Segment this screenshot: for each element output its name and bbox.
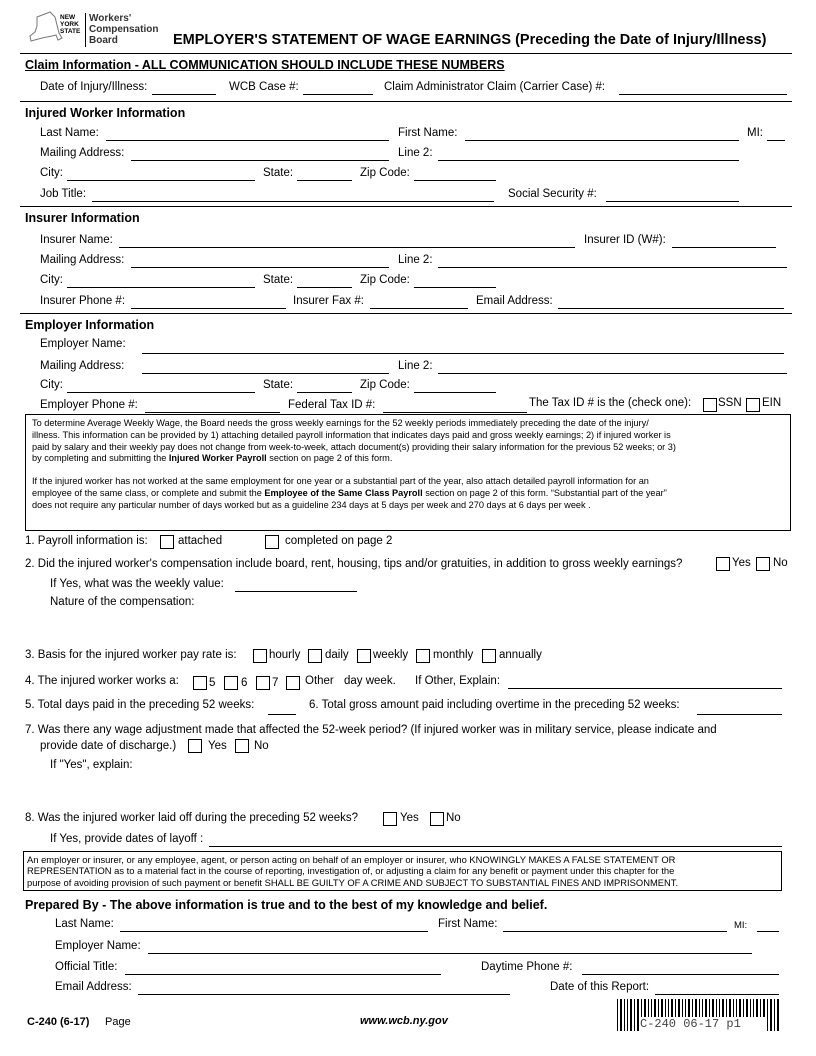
annually-checkbox[interactable] bbox=[482, 649, 496, 663]
payroll-attached-label: attached bbox=[178, 535, 223, 547]
employer-city-field[interactable] bbox=[67, 392, 255, 393]
worker-line2-label: Line 2: bbox=[398, 147, 433, 159]
q8-label: 8. Was the injured worker laid off during the preceding 52 weeks? bbox=[25, 812, 359, 824]
day-week-label: day week. bbox=[344, 675, 396, 687]
q2-no-label: No bbox=[773, 557, 788, 569]
form-id: C-240 (6-17) bbox=[27, 1016, 90, 1028]
worker-mailing-field[interactable] bbox=[131, 160, 389, 161]
employer-zip-label: Zip Code: bbox=[360, 379, 410, 391]
employer-name-label: Employer Name: bbox=[40, 338, 126, 350]
q1-label: 1. Payroll information is: bbox=[25, 535, 148, 547]
other-explain-field[interactable] bbox=[508, 688, 782, 689]
employer-mailing-field[interactable] bbox=[142, 373, 389, 374]
insurer-email-field[interactable] bbox=[558, 308, 784, 309]
q2-nature-label: Nature of the compensation: bbox=[50, 596, 195, 608]
ein-checkbox[interactable] bbox=[746, 398, 760, 412]
worker-state-field[interactable] bbox=[297, 180, 352, 181]
worker-zip-label: Zip Code: bbox=[360, 167, 410, 179]
insurer-name-field[interactable] bbox=[119, 247, 575, 248]
worker-line2-field[interactable] bbox=[438, 160, 739, 161]
instructions-bold-text: Injured Worker Payroll bbox=[168, 453, 267, 464]
q7-no-label: No bbox=[254, 740, 269, 752]
instructions-text: by completing and submitting the bbox=[32, 453, 169, 464]
date-of-injury-field[interactable] bbox=[152, 94, 216, 95]
seven-day-label: 7 bbox=[272, 677, 279, 689]
carrier-case-field[interactable] bbox=[619, 94, 787, 95]
monthly-label: monthly bbox=[433, 649, 474, 661]
page-title: EMPLOYER'S STATEMENT OF WAGE EARNINGS (Preceding the Date of Injury/Illness) bbox=[173, 32, 767, 48]
other-explain-label: If Other, Explain: bbox=[415, 675, 501, 687]
worker-job-title-label: Job Title: bbox=[40, 188, 87, 200]
employer-line2-field[interactable] bbox=[438, 373, 787, 374]
q5-label: 5. Total days paid in the preceding 52 weeks: bbox=[25, 699, 255, 711]
worker-ssn-field[interactable] bbox=[606, 201, 739, 202]
preparer-first-name-label: First Name: bbox=[438, 918, 498, 930]
insurer-mailing-label: Mailing Address: bbox=[40, 254, 125, 266]
employer-tax-id-field[interactable] bbox=[383, 412, 527, 413]
insurer-id-label: Insurer ID (W#): bbox=[584, 234, 666, 246]
other-day-label: Other bbox=[305, 675, 334, 687]
hourly-checkbox[interactable] bbox=[253, 649, 267, 663]
date-of-injury-label: Date of Injury/Illness: bbox=[40, 81, 148, 93]
five-day-checkbox[interactable] bbox=[193, 676, 207, 690]
payroll-attached-checkbox[interactable] bbox=[160, 535, 174, 549]
instructions-bold-text: Employee of the Same Class Payroll bbox=[264, 487, 423, 498]
instructions-box bbox=[25, 414, 791, 531]
preparer-employer-field[interactable] bbox=[148, 953, 752, 954]
insurer-divider bbox=[20, 313, 792, 314]
worker-state-label: State: bbox=[263, 167, 294, 179]
q2-no-checkbox[interactable] bbox=[756, 557, 770, 571]
worker-mailing-label: Mailing Address: bbox=[40, 147, 125, 159]
new-york-state-map-icon bbox=[28, 11, 64, 45]
q5-field[interactable] bbox=[268, 714, 296, 715]
logo-state-line-1: NEW bbox=[60, 14, 76, 21]
six-day-label: 6 bbox=[241, 677, 248, 689]
worker-job-title-field[interactable] bbox=[92, 201, 494, 202]
preparer-employer-label: Employer Name: bbox=[55, 940, 141, 952]
instructions-line bbox=[32, 488, 784, 500]
preparer-email-label: Email Address: bbox=[55, 981, 132, 993]
insurer-id-field[interactable] bbox=[672, 247, 776, 248]
insurer-fax-label: Insurer Fax #: bbox=[293, 295, 364, 307]
insurer-zip-label: Zip Code: bbox=[360, 274, 410, 286]
q8-dates-label: If Yes, provide dates of layoff : bbox=[50, 833, 204, 845]
logo-org-line-2: Compensation bbox=[89, 24, 159, 35]
logo-org-line-1: Workers' bbox=[89, 13, 132, 24]
q8-no-checkbox[interactable] bbox=[430, 812, 444, 826]
q2-label: 2. Did the injured worker's compensation include board, rent, housing, tips and/or gratuities, in addition to gross weekly earnings? bbox=[25, 558, 683, 570]
employer-heading: Employer Information bbox=[25, 318, 155, 332]
annually-label: annually bbox=[499, 649, 542, 661]
insurer-line2-label: Line 2: bbox=[398, 254, 433, 266]
q4-label: 4. The injured worker works a: bbox=[25, 675, 179, 687]
insurer-line2-field[interactable] bbox=[438, 267, 787, 268]
worker-zip-field[interactable] bbox=[414, 180, 496, 181]
q8-yes-checkbox[interactable] bbox=[383, 812, 397, 826]
warning-line: purpose of avoiding provision of such payment or benefit SHALL BE GUILTY OF A CRIME AND SUBJECT TO SUBSTANTIAL FINES AND IMPRISONMENT. bbox=[27, 876, 679, 888]
hourly-label: hourly bbox=[269, 649, 301, 661]
q8-no-label: No bbox=[446, 812, 461, 824]
carrier-case-label: Claim Administrator Claim (Carrier Case) #: bbox=[384, 81, 606, 93]
insurer-city-label: City: bbox=[40, 274, 63, 286]
employer-name-field[interactable] bbox=[142, 353, 784, 354]
weekly-label: weekly bbox=[373, 649, 409, 661]
insurer-name-label: Insurer Name: bbox=[40, 234, 113, 246]
logo-divider bbox=[85, 13, 86, 47]
instructions-line: To determine Average Weekly Wage, the Board needs the gross weekly earnings for the 52 weekly periods immediately preceding the date of the injury/ bbox=[32, 418, 649, 428]
logo-org-line-3: Board bbox=[89, 35, 118, 46]
employer-tax-id-label: Federal Tax ID #: bbox=[288, 399, 376, 411]
worker-mi-label: MI: bbox=[747, 127, 763, 139]
insurer-phone-label: Insurer Phone #: bbox=[40, 295, 126, 307]
website-url: www.wcb.ny.gov bbox=[360, 1015, 448, 1027]
weekly-checkbox[interactable] bbox=[357, 649, 371, 663]
five-day-label: 5 bbox=[209, 677, 216, 689]
insurer-email-label: Email Address: bbox=[476, 295, 553, 307]
q7-no-checkbox[interactable] bbox=[235, 739, 249, 753]
worker-first-name-label: First Name: bbox=[398, 127, 458, 139]
other-day-checkbox[interactable] bbox=[286, 676, 300, 690]
insurer-state-field[interactable] bbox=[297, 287, 352, 288]
instructions-text: employee of the same class, or complete and submit the bbox=[32, 487, 265, 498]
payroll-completed-checkbox[interactable] bbox=[265, 535, 279, 549]
warning-line: REPRESENTATION as to a material fact in the course of reporting, investigation of, or adjusting a claim for any benefit or payment under this chapter for the bbox=[27, 865, 675, 877]
ein-checkbox-label: EIN bbox=[762, 397, 782, 409]
q2-weekly-field[interactable] bbox=[235, 591, 357, 592]
q2-weekly-label: If Yes, what was the weekly value: bbox=[50, 578, 224, 590]
employer-state-label: State: bbox=[263, 379, 294, 391]
six-day-checkbox[interactable] bbox=[224, 676, 238, 690]
logo-state-line-3: STATE bbox=[60, 28, 81, 35]
preparer-mi-field[interactable] bbox=[757, 931, 779, 932]
instructions-line bbox=[32, 453, 784, 465]
worker-city-field[interactable] bbox=[67, 180, 255, 181]
daily-checkbox[interactable] bbox=[308, 649, 322, 663]
q7-yes-checkbox[interactable] bbox=[188, 739, 202, 753]
preparer-phone-field[interactable] bbox=[582, 974, 779, 975]
logo-org-text bbox=[89, 13, 158, 46]
logo-state-text bbox=[60, 14, 80, 35]
daily-label: daily bbox=[325, 649, 349, 661]
employer-phone-label: Employer Phone #: bbox=[40, 399, 138, 411]
seven-day-checkbox[interactable] bbox=[256, 676, 270, 690]
preparer-phone-label: Daytime Phone #: bbox=[481, 961, 573, 973]
worker-heading: Injured Worker Information bbox=[25, 106, 186, 120]
prepared-heading: Prepared By - The above information is true and to the best of my knowledge and belief. bbox=[25, 898, 548, 912]
q2-yes-checkbox[interactable] bbox=[716, 557, 730, 571]
q8-dates-field[interactable] bbox=[209, 846, 782, 847]
preparer-title-label: Official Title: bbox=[55, 961, 118, 973]
preparer-first-name-field[interactable] bbox=[503, 931, 727, 932]
q6-label: 6. Total gross amount paid including overtime in the preceding 52 weeks: bbox=[309, 699, 680, 711]
instructions-text: section on page 2 of this form. bbox=[266, 453, 393, 464]
q7-explain-label: If "Yes", explain: bbox=[50, 759, 133, 771]
fraud-warning-box bbox=[23, 851, 782, 891]
q7-discharge-label: provide date of discharge.) bbox=[40, 740, 177, 752]
worker-last-name-label: Last Name: bbox=[40, 127, 99, 139]
q7-yes-label: Yes bbox=[208, 740, 227, 752]
worker-first-name-field[interactable] bbox=[465, 140, 739, 141]
wcb-case-field[interactable] bbox=[303, 94, 373, 95]
insurer-mailing-field[interactable] bbox=[131, 267, 389, 268]
tax-id-type-label: The Tax ID # is the (check one): bbox=[529, 397, 692, 409]
instructions-line: paid by salary and their weekly pay does not change from week-to-week, attach document(s) providing their salary information for the previous 52 weeks; or 3) bbox=[32, 441, 676, 452]
insurer-fax-field[interactable] bbox=[370, 308, 468, 309]
insurer-zip-field[interactable] bbox=[414, 287, 496, 288]
title-divider bbox=[20, 53, 792, 54]
insurer-state-label: State: bbox=[263, 274, 294, 286]
report-date-field[interactable] bbox=[655, 994, 779, 995]
report-date-label: Date of this Report: bbox=[550, 981, 650, 993]
warning-line: An employer or insurer, or any employee, agent, or person acting on behalf of an employer or insurer, who KNOWINGLY MAKES A FALSE STATEMENT OR bbox=[27, 854, 676, 865]
claim-heading: Claim Information - ALL COMMUNICATION SHOULD INCLUDE THESE NUMBERS bbox=[25, 58, 505, 72]
employer-line2-label: Line 2: bbox=[398, 360, 433, 372]
barcode-text: C-240 06-17 p1 bbox=[640, 1017, 741, 1031]
employer-zip-field[interactable] bbox=[414, 392, 496, 393]
claim-divider bbox=[20, 101, 792, 102]
q6-field[interactable] bbox=[697, 714, 782, 715]
insurer-city-field[interactable] bbox=[67, 287, 255, 288]
employer-state-field[interactable] bbox=[297, 392, 352, 393]
employer-mailing-label: Mailing Address: bbox=[40, 360, 125, 372]
preparer-last-name-field[interactable] bbox=[120, 931, 428, 932]
preparer-mi-label: MI: bbox=[734, 920, 748, 931]
worker-ssn-label: Social Security #: bbox=[508, 188, 597, 200]
ssn-checkbox[interactable] bbox=[703, 398, 717, 412]
q8-yes-label: Yes bbox=[400, 812, 419, 824]
employer-phone-field[interactable] bbox=[145, 412, 280, 413]
q2-yes-label: Yes bbox=[732, 557, 751, 569]
instructions-line: If the injured worker has not worked at the same employment for one year or a substantial part of the year, also attach detailed payroll information for an bbox=[32, 476, 649, 487]
worker-city-label: City: bbox=[40, 167, 63, 179]
q3-label: 3. Basis for the injured worker pay rate is: bbox=[25, 649, 237, 661]
instructions-line: illness. This information can be provided by 1) attaching detailed payroll information that indicates days paid and gross weekly earnings; 2) if injured worker is bbox=[32, 429, 671, 440]
instructions-text: section on page 2 of this form. “Substantial part of the year” bbox=[422, 487, 667, 498]
ssn-checkbox-label: SSN bbox=[718, 397, 742, 409]
worker-mi-field[interactable] bbox=[767, 140, 785, 141]
preparer-last-name-label: Last Name: bbox=[55, 918, 114, 930]
insurer-phone-field[interactable] bbox=[131, 308, 286, 309]
payroll-completed-label: completed on page 2 bbox=[285, 535, 393, 547]
page-label: Page bbox=[105, 1016, 131, 1028]
worker-divider bbox=[20, 206, 792, 207]
instructions-line: does not require any particular number of days worked but as a guideline 234 days at 5 days per week and 270 days at 6 days per week . bbox=[32, 499, 591, 510]
monthly-checkbox[interactable] bbox=[416, 649, 430, 663]
logo-state-line-2: YORK bbox=[60, 21, 79, 28]
wcb-case-label: WCB Case #: bbox=[229, 81, 299, 93]
preparer-email-field[interactable] bbox=[138, 994, 510, 995]
worker-last-name-field[interactable] bbox=[106, 140, 389, 141]
preparer-title-field[interactable] bbox=[125, 974, 441, 975]
employer-city-label: City: bbox=[40, 379, 63, 391]
q7-label: 7. Was there any wage adjustment made that affected the 52-week period? (If injured worker was in military service, please indicate and bbox=[25, 724, 717, 736]
insurer-heading: Insurer Information bbox=[25, 211, 140, 225]
